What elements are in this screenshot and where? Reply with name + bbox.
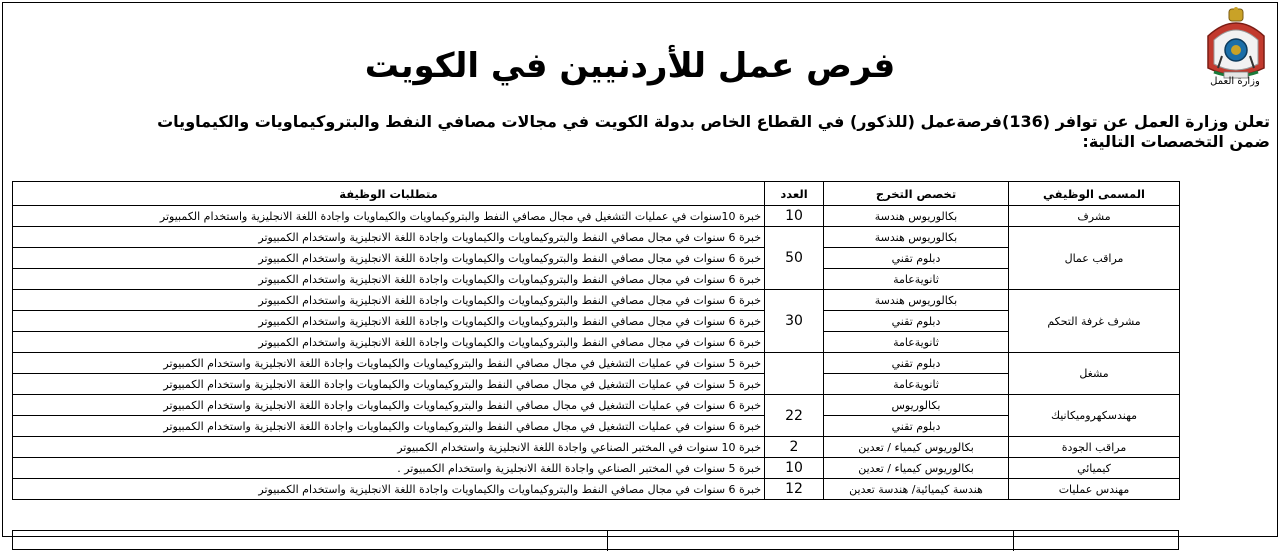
specialization-cell: دبلوم تقني: [824, 248, 1009, 269]
requirements-cell: خبرة 6 سنوات في مجال مصافي النفط والبتروكيماويات والكيماويات واجادة اللغة الانجليزية واستخدام الكمبيوتر: [13, 227, 765, 248]
table-row: [13, 290, 1180, 311]
second-table-edge: [12, 530, 1179, 550]
count-cell: 2: [765, 437, 824, 458]
column-header-title: المسمى الوظيفي: [1009, 182, 1180, 206]
specialization-cell: ثانويةعامة: [824, 332, 1009, 353]
table-header-row: [13, 182, 1180, 206]
count-cell: 50: [765, 227, 824, 290]
requirements-cell: خبرة 5 سنوات في عمليات التشغيل في مجال مصافي النفط والبتروكيماويات والكيماويات واجادة اللغة الانجليزية واستخدام الكمبيوتر: [13, 374, 765, 395]
table-row: [13, 332, 1180, 353]
column-header-requirements: متطلبات الوظيفة: [13, 182, 765, 206]
intro-line: تعلن وزارة العمل عن توافر (136)فرصةعمل (للذكور) في القطاع الخاص بدولة الكويت في مجالات مصافي النفط والبتروكيماويات والكيماويات: [157, 112, 1270, 131]
jobs-table: [12, 181, 1180, 500]
table-row: [13, 458, 1180, 479]
requirements-cell: خبرة 5 سنوات في عمليات التشغيل في مجال مصافي النفط والبتروكيماويات والكيماويات واجادة اللغة الانجليزية واستخدام الكمبيوتر: [13, 353, 765, 374]
table-row: [13, 269, 1180, 290]
requirements-cell: خبرة 10 سنوات في المختبر الصناعي واجادة اللغة الانجليزية واستخدام الكمبيوتر: [13, 437, 765, 458]
table-row: [13, 479, 1180, 500]
requirements-cell: خبرة 6 سنوات في مجال مصافي النفط والبتروكيماويات والكيماويات واجادة اللغة الانجليزية واستخدام الكمبيوتر: [13, 269, 765, 290]
page-title: فرص عمل للأردنيين في الكويت: [364, 46, 896, 86]
requirements-cell: خبرة 6 سنوات في مجال مصافي النفط والبتروكيماويات والكيماويات واجادة اللغة الانجليزية واستخدام الكمبيوتر: [13, 290, 765, 311]
column-divider: [607, 531, 608, 551]
specialization-cell: بكالوريوس هندسة: [824, 290, 1009, 311]
requirements-cell: خبرة 6 سنوات في مجال مصافي النفط والبتروكيماويات والكيماويات واجادة اللغة الانجليزية واستخدام الكمبيوتر: [13, 332, 765, 353]
table-row: [13, 416, 1180, 437]
specialization-cell: بكالوريوس كيمياء / تعدين: [824, 458, 1009, 479]
count-cell: 22: [765, 395, 824, 437]
job-title-cell: مشرف: [1009, 206, 1180, 227]
intro-text: [8, 112, 1270, 152]
table-row: [13, 206, 1180, 227]
requirements-cell: خبرة 6 سنوات في مجال مصافي النفط والبتروكيماويات والكيماويات واجادة اللغة الانجليزية واستخدام الكمبيوتر: [13, 479, 765, 500]
job-title-cell: مراقب عمال: [1009, 227, 1180, 290]
column-header-specialization: تخصص التخرج: [824, 182, 1009, 206]
table-row: [13, 311, 1180, 332]
specialization-cell: بكالوريوس كيمياء / تعدين: [824, 437, 1009, 458]
specialization-cell: بكالوريوس هندسة: [824, 206, 1009, 227]
column-header-count: العدد: [765, 182, 824, 206]
requirements-cell: خبرة 6 سنوات في مجال مصافي النفط والبتروكيماويات والكيماويات واجادة اللغة الانجليزية واستخدام الكمبيوتر: [13, 248, 765, 269]
specialization-cell: بكالوريوس: [824, 395, 1009, 416]
table-row: [13, 437, 1180, 458]
table-row: [13, 227, 1180, 248]
specialization-cell: بكالوريوس هندسة: [824, 227, 1009, 248]
table-row: [13, 353, 1180, 374]
table-row: [13, 248, 1180, 269]
count-cell: 12: [765, 479, 824, 500]
job-title-cell: مراقب الجودة: [1009, 437, 1180, 458]
table-row: [13, 395, 1180, 416]
requirements-cell: خبرة 6 سنوات في مجال مصافي النفط والبتروكيماويات والكيماويات واجادة اللغة الانجليزية واستخدام الكمبيوتر: [13, 311, 765, 332]
specialization-cell: دبلوم تقني: [824, 311, 1009, 332]
table-row: [13, 374, 1180, 395]
coat-of-arms-icon: [1200, 6, 1272, 84]
job-title-cell: مشرف غرفة التحكم: [1009, 290, 1180, 353]
intro-line: ضمن التخصصات التالية:: [1082, 132, 1270, 151]
job-title-cell: كيميائي: [1009, 458, 1180, 479]
specialization-cell: دبلوم تقني: [824, 416, 1009, 437]
requirements-cell: خبرة 6 سنوات في عمليات التشغيل في مجال مصافي النفط والبتروكيماويات والكيماويات واجادة اللغة الانجليزية واستخدام الكمبيوتر: [13, 395, 765, 416]
count-cell: 30: [765, 290, 824, 353]
count-cell: [765, 353, 824, 395]
column-divider: [1013, 531, 1014, 551]
count-cell: 10: [765, 206, 824, 227]
requirements-cell: خبرة 10سنوات في عمليات التشغيل في مجال مصافي النفط والبتروكيماويات والكيماويات واجادة اللغة الانجليزية واستخدام الكمبيوتر: [13, 206, 765, 227]
jobs-table-body: [13, 206, 1180, 500]
requirements-cell: خبرة 6 سنوات في عمليات التشغيل في مجال مصافي النفط والبتروكيماويات والكيماويات واجادة اللغة الانجليزية واستخدام الكمبيوتر: [13, 416, 765, 437]
ministry-label: وزارة العمل: [1210, 76, 1260, 87]
specialization-cell: هندسة كيميائية/ هندسة تعدين: [824, 479, 1009, 500]
count-cell: 10: [765, 458, 824, 479]
specialization-cell: دبلوم تقني: [824, 353, 1009, 374]
job-title-cell: مشغل: [1009, 353, 1180, 395]
job-title-cell: مهندسكهروميكانيك: [1009, 395, 1180, 437]
requirements-cell: خبرة 5 سنوات في المختبر الصناعي واجادة اللغة الانجليزية واستخدام الكمبيوتر .: [13, 458, 765, 479]
specialization-cell: ثانويةعامة: [824, 374, 1009, 395]
specialization-cell: ثانويةعامة: [824, 269, 1009, 290]
job-title-cell: مهندس عمليات: [1009, 479, 1180, 500]
